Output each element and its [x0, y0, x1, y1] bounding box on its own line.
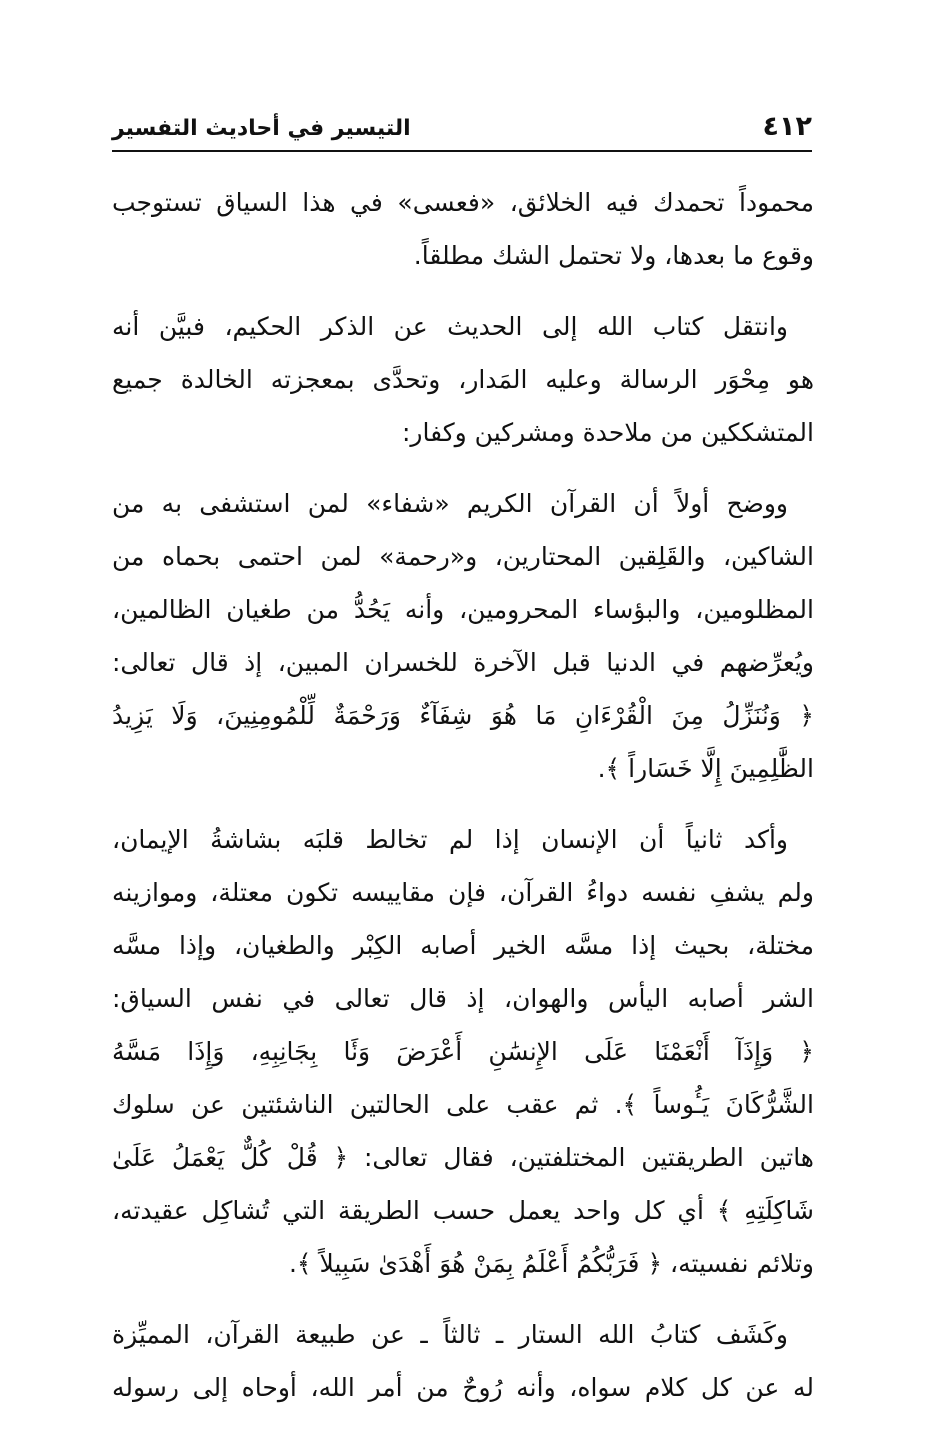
text-line: ووضح أولاً أن القرآن الكريم «شفاء» لمن استشفى به من — [112, 489, 788, 518]
text-line: شَاكِلَتِهِ ﴾ أي كل واحد يعمل حسب الطريقة التي تُشاكِل عقيدته، — [112, 1196, 814, 1225]
body-text — [112, 176, 814, 1432]
text-line: هو مِحْوَر الرسالة وعليه المَدار، وتحدَّى بمعجزته الخالدة جميع — [112, 365, 814, 394]
paragraph — [112, 1308, 814, 1414]
text-line: وقوع ما بعدها، ولا تحتمل الشك مطلقاً. — [413, 241, 814, 270]
text-line: الشاكين، والقَلِقين المحتارين، و«رحمة» لمن احتمى بحماه من — [112, 542, 814, 571]
text-line: ويُعرِّضهم في الدنيا قبل الآخرة للخسران المبين، إذ قال تعالى: — [112, 648, 814, 677]
text-line: هاتين الطريقتين المختلفتين، فقال تعالى: ﴿ قُلْ كُلٌّ يَعْمَلُ عَلَىٰ — [112, 1143, 814, 1172]
paragraph — [112, 176, 814, 282]
text-line: ولم يشفِ نفسه دواءُ القرآن، فإن مقاييسه تكون معتلة، وموازينه — [112, 878, 814, 907]
header-rule — [112, 150, 812, 152]
paragraph — [112, 477, 814, 795]
running-title: التيسير في أحاديث التفسير — [112, 116, 411, 141]
quran-verse-line: الظَّٰلِمِينَ إِلَّا خَسَاراً ﴾. — [597, 754, 814, 783]
text-line: مختلة، بحيث إذا مسَّه الخير أصابه الكِبْر والطغيان، وإذا مسَّه — [112, 931, 814, 960]
text-line: المظلومين، والبؤساء المحرومين، وأنه يَحُدُّ من طغيان الظالمين، — [112, 595, 814, 624]
page-number: ٤١٢ — [762, 111, 812, 142]
text-line: الشر أصابه اليأس والهوان، إذ قال تعالى في نفس السياق: — [112, 984, 814, 1013]
page-header — [112, 108, 812, 152]
text-line: وانتقل كتاب الله إلى الحديث عن الذكر الحكيم، فبيَّن أنه — [112, 312, 788, 341]
quran-verse-line: ﴿ وَإِذَآ أَنْعَمْنَا عَلَى الإِنسَٰنِ أَعْرَضَ وَنَٔا بِجَانِبِهِ، وَإِذَا مَسَّهُ — [112, 1037, 814, 1066]
text-line: وتلائم نفسيته، ﴿ فَرَبُّكُمُ أَعْلَمُ بِمَنْ هُوَ أَهْدَىٰ سَبِيلاً ﴾. — [288, 1249, 814, 1278]
text-line: محموداً تحمدك فيه الخلائق، «فعسى» في هذا السياق تستوجب — [112, 188, 814, 217]
text-line: المتشككين من ملاحدة ومشركين وكفار: — [401, 418, 814, 447]
paragraph — [112, 300, 814, 459]
text-line: له عن كل كلام سواه، وأنه رُوحٌ من أمر الله، أوحاه إلى رسوله — [112, 1373, 814, 1402]
text-line: الشَّرُّكَانَ يَـُٔوساً ﴾. ثم عقب على الحالتين الناشئتين عن سلوك — [112, 1090, 814, 1119]
paragraph — [112, 813, 814, 1290]
text-line: وأكد ثانياً أن الإنسان إذا لم تخالط قلبَه بشاشةُ الإيمان، — [112, 825, 788, 854]
text-line: وكَشَف كتابُ الله الستار ـ ثالثاً ـ عن طبيعة القرآن، المميِّزة — [112, 1320, 788, 1349]
quran-verse-line: ﴿ وَنُنَزِّلُ مِنَ الْقُرْءَانِ مَا هُوَ شِفَآءٌ وَرَحْمَةٌ لِّلْمُومِنِينَ، وَلَا يَزِيدُ — [112, 701, 814, 730]
